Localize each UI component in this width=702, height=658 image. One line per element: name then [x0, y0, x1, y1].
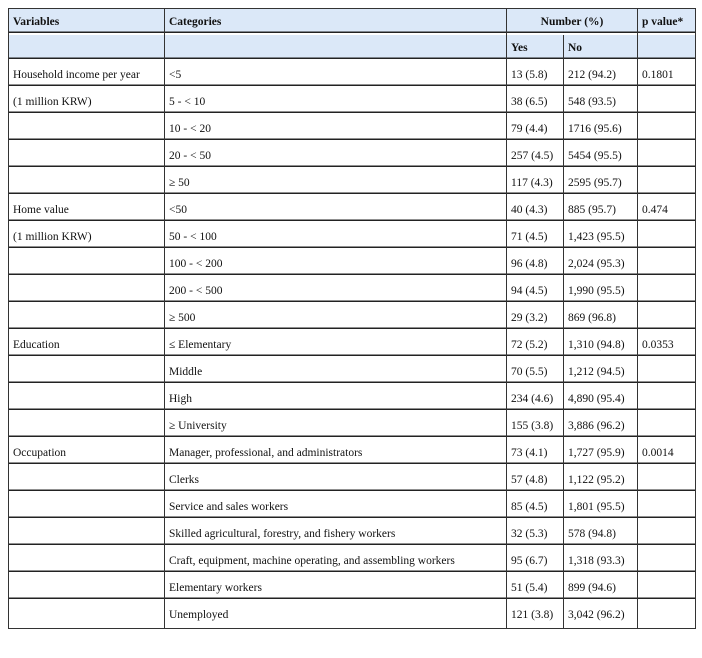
cell-yes: 32 (5.3) [507, 520, 564, 547]
cell-yes: 79 (4.4) [507, 115, 564, 142]
table-row [9, 601, 696, 629]
cell-yes: 71 (4.5) [507, 223, 564, 250]
cell-p-value [638, 277, 696, 304]
header-subrow [9, 35, 696, 61]
cell-no: 1,423 (95.5) [564, 223, 638, 250]
header-sub-empty-1 [9, 35, 165, 61]
cell-no: 1716 (95.6) [564, 115, 638, 142]
table-row [9, 466, 696, 493]
cell-yes: 38 (6.5) [507, 88, 564, 115]
cell-variable [9, 304, 165, 331]
cell-p-value: 0.474 [638, 196, 696, 223]
cell-yes: 95 (6.7) [507, 547, 564, 574]
header-number: Number (%) [507, 9, 638, 36]
cell-p-value [638, 358, 696, 385]
cell-category: 200 - < 500 [165, 277, 507, 304]
cell-category: Elementary workers [165, 574, 507, 601]
cell-variable: (1 million KRW) [9, 223, 165, 250]
table-row [9, 250, 696, 277]
cell-p-value [638, 601, 696, 629]
cell-variable [9, 493, 165, 520]
header-no: No [564, 35, 638, 61]
cell-yes: 51 (5.4) [507, 574, 564, 601]
cell-category: ≤ Elementary [165, 331, 507, 358]
cell-variable [9, 115, 165, 142]
table-row [9, 223, 696, 250]
cell-category: Manager, professional, and administrators [165, 439, 507, 466]
cell-category: Clerks [165, 466, 507, 493]
cell-p-value [638, 466, 696, 493]
cell-no: 899 (94.6) [564, 574, 638, 601]
table-row [9, 142, 696, 169]
cell-variable [9, 250, 165, 277]
cell-variable [9, 385, 165, 412]
table-row [9, 574, 696, 601]
cell-yes: 234 (4.6) [507, 385, 564, 412]
table-row [9, 331, 696, 358]
cell-yes: 94 (4.5) [507, 277, 564, 304]
cell-category: 100 - < 200 [165, 250, 507, 277]
cell-p-value [638, 250, 696, 277]
table-row [9, 493, 696, 520]
cell-yes: 73 (4.1) [507, 439, 564, 466]
header-variables: Variables [9, 9, 165, 36]
cell-no: 548 (93.5) [564, 88, 638, 115]
cell-category: ≥ 50 [165, 169, 507, 196]
cell-p-value [638, 493, 696, 520]
cell-variable: Education [9, 331, 165, 358]
cell-p-value: 0.1801 [638, 61, 696, 88]
cell-yes: 70 (5.5) [507, 358, 564, 385]
table-header [9, 9, 696, 62]
cell-variable [9, 466, 165, 493]
cell-category: <50 [165, 196, 507, 223]
header-sub-empty-3 [638, 35, 696, 61]
cell-p-value [638, 574, 696, 601]
header-categories: Categories [165, 9, 507, 36]
cell-no: 1,727 (95.9) [564, 439, 638, 466]
cell-p-value [638, 142, 696, 169]
table-row [9, 169, 696, 196]
table-row [9, 115, 696, 142]
cell-variable [9, 142, 165, 169]
cell-variable [9, 547, 165, 574]
table-row [9, 439, 696, 466]
cell-p-value [638, 115, 696, 142]
table-row [9, 520, 696, 547]
cell-variable: (1 million KRW) [9, 88, 165, 115]
cell-yes: 257 (4.5) [507, 142, 564, 169]
cell-category: ≥ University [165, 412, 507, 439]
header-p-value: p value* [638, 9, 696, 36]
cell-category: Craft, equipment, machine operating, and assembling workers [165, 547, 507, 574]
header-row [9, 9, 696, 36]
cell-yes: 96 (4.8) [507, 250, 564, 277]
cell-category: Unemployed [165, 601, 507, 629]
cell-p-value [638, 88, 696, 115]
cell-no: 1,122 (95.2) [564, 466, 638, 493]
cell-category: 20 - < 50 [165, 142, 507, 169]
table-row [9, 385, 696, 412]
table-body [9, 61, 696, 629]
cell-yes: 72 (5.2) [507, 331, 564, 358]
cell-no: 3,042 (96.2) [564, 601, 638, 629]
cell-variable [9, 277, 165, 304]
cell-category: 50 - < 100 [165, 223, 507, 250]
cell-category: Service and sales workers [165, 493, 507, 520]
cell-no: 1,990 (95.5) [564, 277, 638, 304]
cell-no: 2,024 (95.3) [564, 250, 638, 277]
cell-category: 10 - < 20 [165, 115, 507, 142]
header-yes: Yes [507, 35, 564, 61]
cell-no: 578 (94.8) [564, 520, 638, 547]
cell-no: 5454 (95.5) [564, 142, 638, 169]
cell-p-value [638, 520, 696, 547]
cell-no: 1,801 (95.5) [564, 493, 638, 520]
table-row [9, 547, 696, 574]
cell-p-value [638, 223, 696, 250]
cell-no: 1,318 (93.3) [564, 547, 638, 574]
cell-no: 869 (96.8) [564, 304, 638, 331]
cell-no: 2595 (95.7) [564, 169, 638, 196]
cell-yes: 29 (3.2) [507, 304, 564, 331]
table-row [9, 88, 696, 115]
cell-yes: 40 (4.3) [507, 196, 564, 223]
header-sub-empty-2 [165, 35, 507, 61]
cell-yes: 13 (5.8) [507, 61, 564, 88]
cell-p-value: 0.0353 [638, 331, 696, 358]
cell-category: Skilled agricultural, forestry, and fishery workers [165, 520, 507, 547]
cell-variable [9, 574, 165, 601]
cell-yes: 117 (4.3) [507, 169, 564, 196]
cell-variable: Household income per year [9, 61, 165, 88]
cell-category: High [165, 385, 507, 412]
cell-yes: 85 (4.5) [507, 493, 564, 520]
cell-p-value [638, 547, 696, 574]
cell-no: 1,310 (94.8) [564, 331, 638, 358]
cell-no: 3,886 (96.2) [564, 412, 638, 439]
cell-category: Middle [165, 358, 507, 385]
table-row [9, 304, 696, 331]
cell-variable [9, 520, 165, 547]
cell-p-value [638, 385, 696, 412]
cell-p-value [638, 304, 696, 331]
cell-no: 4,890 (95.4) [564, 385, 638, 412]
cell-variable: Occupation [9, 439, 165, 466]
table-row [9, 61, 696, 88]
cell-yes: 121 (3.8) [507, 601, 564, 629]
table-row [9, 412, 696, 439]
cell-no: 212 (94.2) [564, 61, 638, 88]
cell-variable [9, 601, 165, 629]
cell-yes: 155 (3.8) [507, 412, 564, 439]
cell-variable [9, 358, 165, 385]
cell-category: ≥ 500 [165, 304, 507, 331]
cell-category: <5 [165, 61, 507, 88]
table-row [9, 358, 696, 385]
cell-category: 5 - < 10 [165, 88, 507, 115]
cell-p-value [638, 412, 696, 439]
table-row [9, 277, 696, 304]
cell-variable [9, 169, 165, 196]
cell-variable [9, 412, 165, 439]
cell-no: 885 (95.7) [564, 196, 638, 223]
data-table [8, 8, 696, 629]
cell-variable: Home value [9, 196, 165, 223]
cell-p-value [638, 169, 696, 196]
cell-p-value: 0.0014 [638, 439, 696, 466]
cell-yes: 57 (4.8) [507, 466, 564, 493]
cell-no: 1,212 (94.5) [564, 358, 638, 385]
table-row [9, 196, 696, 223]
